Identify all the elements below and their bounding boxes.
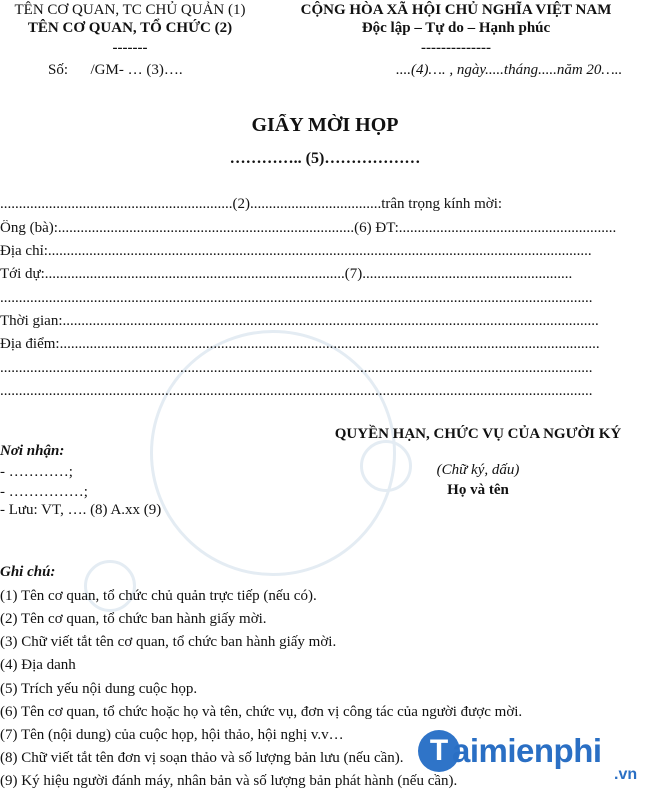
- note-item: (8) Chữ viết tắt tên đơn vị soạn thảo và số lượng bản lưu (nếu cần).: [0, 750, 404, 766]
- place-date: ....(4)…. , ngày.....tháng.....năm 20…..: [396, 62, 623, 78]
- national-motto: Độc lập – Tự do – Hạnh phúc: [361, 20, 551, 36]
- signer-name: Họ và tên: [447, 482, 509, 498]
- note-item: (2) Tên cơ quan, tổ chức ban hành giấy mời.: [0, 611, 267, 627]
- attend-continuation-line: ..............................................................................................................................................................: [0, 290, 593, 306]
- header-right-divider: --------------: [421, 40, 491, 56]
- header-left-divider: -------: [112, 40, 148, 56]
- document-subtitle: ………….. (5)………………: [229, 150, 421, 167]
- note-item: (3) Chữ viết tắt tên cơ quan, tổ chức ban hành giấy mời.: [0, 634, 337, 650]
- venue-line: Địa điểm:................................................................................................................................................: [0, 336, 600, 352]
- header-right: [262, 1, 650, 57]
- logo-text: aimienphi: [452, 732, 602, 769]
- logo-domain: .vn: [614, 766, 638, 783]
- national-title: CỘNG HÒA XÃ HỘI CHỦ NGHĨA VIỆT NAM: [300, 2, 612, 18]
- note-item: (1) Tên cơ quan, tổ chức chủ quản trực tiếp (nếu có).: [0, 588, 317, 604]
- notes-heading: Ghi chú:: [0, 564, 56, 580]
- recipient-item: - …………;: [0, 464, 73, 480]
- note-item: (5) Trích yếu nội dung cuộc họp.: [0, 681, 198, 697]
- recipient-archive: - Lưu: VT, …. (8) A.xx (9): [0, 502, 162, 518]
- signature-note: (Chữ ký, dấu): [436, 462, 520, 478]
- brand-logo: [418, 728, 650, 788]
- venue-continuation-line: ..............................................................................................................................................................: [0, 360, 593, 376]
- document-number: Số: /GM- … (3)….: [48, 62, 183, 78]
- attend-line: Tới dự:................................................................................(7)........................................................: [0, 266, 573, 282]
- recipients-heading: Nơi nhận:: [0, 443, 65, 459]
- recipient-item: - ……………;: [0, 484, 88, 500]
- note-item: (6) Tên cơ quan, tổ chức hoặc họ và tên, chức vụ, đơn vị công tác của người được mời.: [0, 704, 523, 720]
- document-title: GIẤY MỜI HỌP: [251, 114, 399, 136]
- note-item: (9) Ký hiệu người đánh máy, nhân bản và số lượng bản phát hành (nếu cần).: [0, 773, 458, 789]
- note-item: (4) Địa danh: [0, 657, 76, 673]
- extra-line: ..............................................................................................................................................................: [0, 383, 593, 399]
- invitee-line: Ông (bà):...............................................................................(6) ĐT:..........................................................: [0, 220, 617, 236]
- address-line: Địa chỉ:.................................................................................................................................................: [0, 243, 592, 259]
- time-line: Thời gian:...............................................................................................................................................: [0, 313, 599, 329]
- parent-agency-name: TÊN CƠ QUAN, TC CHỦ QUẢN (1): [14, 2, 246, 18]
- signer-authority: QUYỀN HẠN, CHỨC VỤ CỦA NGƯỜI KÝ: [334, 426, 622, 442]
- invite-line: ..............................................................(2)...................................trân trọng kính mời:: [0, 196, 503, 212]
- logo-mark-icon: T: [418, 730, 460, 772]
- header-left: [0, 1, 260, 57]
- agency-name: TÊN CƠ QUAN, TỔ CHỨC (2): [27, 20, 233, 36]
- note-item: (7) Tên (nội dung) của cuộc họp, hội thảo, hội nghị v.v…: [0, 727, 344, 743]
